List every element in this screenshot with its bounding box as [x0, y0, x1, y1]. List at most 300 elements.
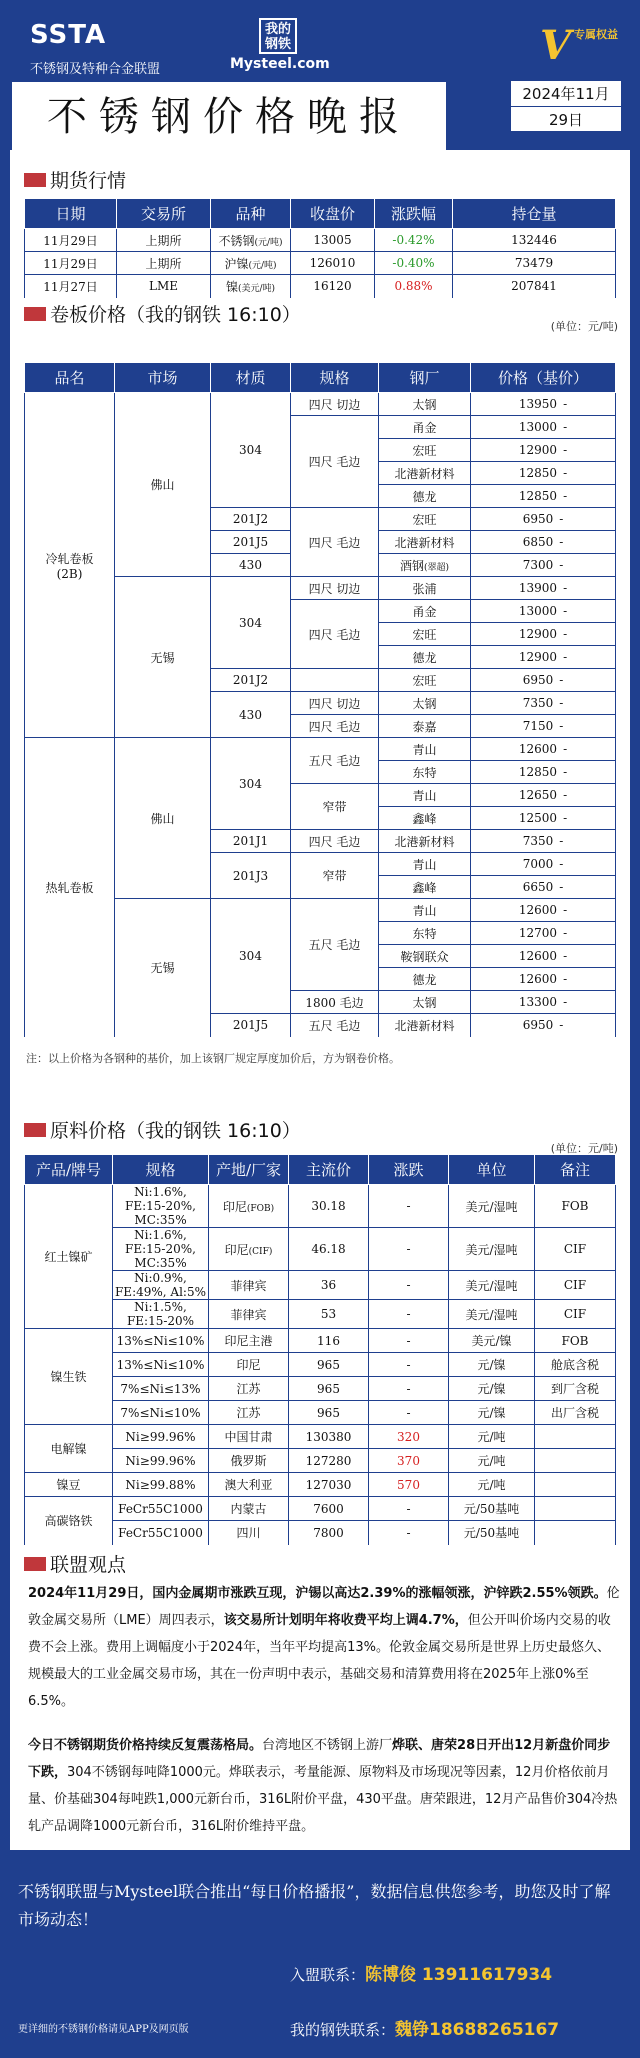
- raw-origin-name: 中国甘肃: [224, 1430, 273, 1444]
- price-value: 12850: [518, 765, 558, 779]
- coil-footnote: 注：以上价格为各钢种的基价，加上该钢厂规定厚度加价后，方为钢卷价格。: [26, 1052, 400, 1065]
- raw-row: [25, 1271, 616, 1300]
- raw-product: 高碳铬铁: [25, 1497, 113, 1545]
- product-name-text: 热轧卷板: [45, 880, 94, 895]
- raw-change: -: [369, 1401, 449, 1425]
- mill-name: 北港新材料: [394, 535, 455, 550]
- price-change: -: [559, 673, 564, 687]
- price-change: -: [559, 1018, 564, 1033]
- date-day: 29日: [548, 111, 584, 129]
- raw-spec: 7%≤Ni≤10%: [113, 1401, 209, 1425]
- market-cell: 无锡: [115, 899, 211, 1037]
- raw-origin: [209, 1271, 289, 1300]
- mill-cell: [379, 669, 471, 692]
- raw-change: 570: [369, 1473, 449, 1497]
- raw-note: 出厂含税: [535, 1401, 616, 1425]
- raw-price: 965: [289, 1353, 369, 1377]
- brand-subtitle: 不锈钢及特种合金联盟: [30, 62, 161, 77]
- price-value: 12900: [518, 650, 558, 664]
- raw-change: -: [369, 1185, 449, 1228]
- price-value: 7000: [522, 857, 554, 871]
- grade-cell: 304: [211, 393, 291, 508]
- price-change: -: [563, 811, 568, 825]
- raw-unit-note: (单位：元/吨): [550, 1142, 618, 1155]
- vip-icon: V: [540, 22, 572, 69]
- mill-cell: [379, 761, 471, 784]
- futures-header: 收盘价: [291, 199, 375, 229]
- price-cell: [471, 784, 616, 807]
- variety-unit: (元/吨): [254, 237, 283, 248]
- futures-row: [25, 275, 616, 298]
- price-value: 7150: [522, 719, 554, 733]
- raw-unit: 美元/湿吨: [449, 1271, 535, 1300]
- price-cell: [471, 600, 616, 623]
- price-change: -: [559, 558, 564, 572]
- raw-price: 965: [289, 1401, 369, 1425]
- price-cell: [471, 485, 616, 508]
- raw-row: [25, 1449, 616, 1473]
- coil-row: [25, 738, 616, 761]
- mill-name: 青山: [412, 857, 437, 872]
- market-cell: 佛山: [115, 393, 211, 577]
- raw-row: [25, 1300, 616, 1329]
- spec-cell: 四尺 毛边: [291, 830, 379, 853]
- mill-name: 德龙: [412, 972, 437, 987]
- price-change: -: [559, 719, 564, 733]
- spec-cell: 五尺 毛边: [291, 899, 379, 991]
- report-title: 不锈钢价格晚报: [47, 94, 411, 140]
- price-change: -: [563, 650, 568, 664]
- raw-change: -: [369, 1377, 449, 1401]
- raw-header: 主流价: [289, 1155, 369, 1185]
- raw-change: -: [369, 1521, 449, 1545]
- price-value: 13300: [518, 995, 558, 1009]
- futures-open-interest: 207841: [453, 275, 616, 298]
- raw-change: -: [369, 1228, 449, 1271]
- raw-origin-name: 印尼: [222, 1199, 247, 1214]
- price-cell: [471, 738, 616, 761]
- futures-variety: [211, 275, 291, 298]
- futures-close: 13005: [291, 229, 375, 252]
- price-cell: [471, 508, 616, 531]
- market-cell: 佛山: [115, 738, 211, 899]
- raw-header: 产地/厂家: [209, 1155, 289, 1185]
- price-cell: [471, 577, 616, 600]
- coil-header: 品名: [25, 363, 115, 393]
- futures-exchange: 上期所: [117, 252, 211, 275]
- raw-row: [25, 1401, 616, 1425]
- raw-note: 到厂含税: [535, 1377, 616, 1401]
- raw-price: 36: [289, 1271, 369, 1300]
- raw-unit: 美元/镍: [449, 1329, 535, 1353]
- mill-cell: [379, 554, 471, 577]
- price-cell: [471, 393, 616, 416]
- price-cell: [471, 968, 616, 991]
- price-value: 13000: [518, 604, 558, 618]
- raw-row: [25, 1425, 616, 1449]
- price-change: -: [559, 857, 564, 871]
- mill-cell: [379, 577, 471, 600]
- price-change: -: [559, 696, 564, 710]
- raw-origin: [209, 1329, 289, 1353]
- raw-change: 320: [369, 1425, 449, 1449]
- product-name-sub: (2B): [56, 566, 83, 581]
- mill-cell: [379, 531, 471, 554]
- futures-close: 16120: [291, 275, 375, 298]
- price-change: -: [563, 765, 568, 779]
- raw-price: 7600: [289, 1497, 369, 1521]
- futures-change: 0.88%: [375, 275, 453, 298]
- raw-origin-name: 菲律宾: [230, 1278, 267, 1293]
- raw-price: 46.18: [289, 1228, 369, 1271]
- raw-unit: 元/50基吨: [449, 1497, 535, 1521]
- raw-unit: 元/吨: [449, 1425, 535, 1449]
- mill-cell: [379, 393, 471, 416]
- variety-name: 不锈钢: [218, 233, 255, 248]
- raw-origin: [209, 1377, 289, 1401]
- price-change: -: [563, 420, 568, 434]
- grade-cell: 304: [211, 577, 291, 669]
- raw-unit: 元/50基吨: [449, 1521, 535, 1545]
- futures-date: 11月27日: [25, 275, 117, 298]
- futures-header: 交易所: [117, 199, 211, 229]
- join-contact: [290, 1960, 552, 1985]
- raw-table: [24, 1154, 616, 1545]
- mill-name: 太钢: [412, 397, 437, 412]
- raw-origin: [209, 1300, 289, 1329]
- price-cell: [471, 416, 616, 439]
- price-change: -: [563, 397, 568, 411]
- mill-cell: [379, 646, 471, 669]
- raw-spec: Ni:1.6%, FE:15-20%, MC:35%: [113, 1228, 209, 1271]
- product-name: [25, 738, 115, 1037]
- raw-product: 镍生铁: [25, 1329, 113, 1425]
- variety-unit: (元/吨): [248, 260, 277, 271]
- mill-cell: [379, 830, 471, 853]
- futures-date: 11月29日: [25, 229, 117, 252]
- mill-cell: [379, 1014, 471, 1037]
- raw-product: 电解镍: [25, 1425, 113, 1473]
- raw-note: FOB: [535, 1329, 616, 1353]
- spec-cell: 四尺 毛边: [291, 508, 379, 577]
- raw-note: [535, 1521, 616, 1545]
- vip-label: 专属权益: [574, 28, 618, 41]
- mill-cell: [379, 623, 471, 646]
- raw-origin: [209, 1185, 289, 1228]
- grade-cell: 201J3: [211, 853, 291, 899]
- raw-spec: 13%≤Ni≤10%: [113, 1329, 209, 1353]
- mill-cell: [379, 853, 471, 876]
- grade-cell: 201J1: [211, 830, 291, 853]
- raw-price: 30.18: [289, 1185, 369, 1228]
- coil-header: 价格（基价）: [471, 363, 616, 393]
- raw-spec: Ni:0.9%, FE:49%, Al:5%: [113, 1271, 209, 1300]
- mill-name: 甬金: [412, 420, 437, 435]
- view-p2-text: 台湾地区不锈钢上游厂: [262, 1738, 393, 1753]
- price-value: 12700: [518, 926, 558, 940]
- mill-name: 宏旺: [412, 443, 437, 458]
- futures-header: 涨跌幅: [375, 199, 453, 229]
- price-value: 6850: [522, 535, 554, 549]
- grade-cell: 430: [211, 692, 291, 738]
- price-cell: [471, 922, 616, 945]
- raw-unit: 元/吨: [449, 1449, 535, 1473]
- raw-price: 965: [289, 1377, 369, 1401]
- price-value: 6950: [522, 1018, 554, 1033]
- coil-table: [24, 362, 616, 1037]
- price-value: 12900: [518, 443, 558, 457]
- price-value: 12850: [518, 489, 558, 503]
- price-value: 12900: [518, 627, 558, 641]
- futures-table: [24, 198, 616, 298]
- futures-date: 11月29日: [25, 252, 117, 275]
- raw-origin: [209, 1473, 289, 1497]
- raw-spec: Ni:1.5%, FE:15-20%: [113, 1300, 209, 1329]
- price-value: 7350: [522, 696, 554, 710]
- raw-note: CIF: [535, 1271, 616, 1300]
- price-cell: [471, 715, 616, 738]
- view-p1-bold2: 该交易所计划明年将收费平均上调4.7%，: [223, 1613, 468, 1628]
- coil-section-heading: [24, 300, 301, 327]
- raw-price: 127030: [289, 1473, 369, 1497]
- price-value: 7350: [522, 834, 554, 848]
- price-change: -: [563, 742, 568, 756]
- variety-unit: (美元/吨): [237, 283, 276, 294]
- price-cell: [471, 761, 616, 784]
- price-change: -: [563, 972, 568, 986]
- price-value: 13000: [518, 420, 558, 434]
- section-marker-icon: [24, 1557, 46, 1571]
- price-change: -: [559, 880, 564, 894]
- raw-spec: FeCr55C1000: [113, 1521, 209, 1545]
- futures-change: -0.40%: [375, 252, 453, 275]
- raw-origin-note: (FOB): [246, 1203, 275, 1214]
- view-p1-bold: 2024年11月29日，国内金属期市涨跌互现，沪锡以高达2.39%的涨幅领涨，沪锌跌2.55%领跌。: [28, 1586, 607, 1601]
- raw-header: 单位: [449, 1155, 535, 1185]
- spec-cell: 窄带: [291, 853, 379, 899]
- raw-row: [25, 1185, 616, 1228]
- mill-name: 德龙: [412, 489, 437, 504]
- grade-cell: 304: [211, 899, 291, 1014]
- section-marker-icon: [24, 1123, 46, 1137]
- mill-name: 青山: [412, 788, 437, 803]
- mill-name: 宏旺: [412, 673, 437, 688]
- price-cell: [471, 807, 616, 830]
- spec-cell: 四尺 切边: [291, 577, 379, 600]
- raw-header: 备注: [535, 1155, 616, 1185]
- grade-cell: 201J2: [211, 508, 291, 531]
- price-cell: [471, 853, 616, 876]
- raw-origin-name: 菲律宾: [230, 1307, 267, 1322]
- price-value: 12600: [518, 949, 558, 963]
- spec-cell: 五尺 毛边: [291, 738, 379, 784]
- mill-name: 宏旺: [412, 627, 437, 642]
- spec-cell: 四尺 毛边: [291, 715, 379, 738]
- futures-exchange: LME: [117, 275, 211, 298]
- spec-cell: [291, 669, 379, 692]
- raw-spec: Ni≥99.88%: [113, 1473, 209, 1497]
- mysteel-label: 我的钢铁联系：: [290, 2021, 396, 2039]
- coil-header: 材质: [211, 363, 291, 393]
- price-value: 7300: [522, 558, 554, 572]
- variety-name: 镍: [225, 279, 238, 294]
- view-p2-bold2: 烨联、唐荣28日开出12月新盘价同步下跌，: [28, 1738, 611, 1780]
- footer-slogan: 不锈钢联盟与Mysteel联合推出“每日价格播报”，数据信息供您参考，助您及时了解市场动态！: [18, 1882, 611, 1929]
- price-cell: [471, 439, 616, 462]
- price-cell: [471, 646, 616, 669]
- mill-cell: [379, 462, 471, 485]
- raw-header: 涨跌: [369, 1155, 449, 1185]
- futures-row: [25, 229, 616, 252]
- raw-header: 产品/牌号: [25, 1155, 113, 1185]
- section-marker-icon: [24, 173, 46, 187]
- product-name: [25, 393, 115, 738]
- mill-name: 德龙: [412, 650, 437, 665]
- raw-row: [25, 1377, 616, 1401]
- price-change: -: [563, 949, 568, 963]
- view-paragraph-2: [28, 1732, 620, 1840]
- raw-section-title: 原料价格（我的钢铁 16:10）: [50, 1120, 301, 1142]
- mill-name: 东特: [412, 926, 437, 941]
- raw-row: [25, 1497, 616, 1521]
- raw-origin-name: 内蒙古: [230, 1502, 267, 1516]
- price-value: 6950: [522, 673, 554, 687]
- raw-unit: 元/镍: [449, 1353, 535, 1377]
- grade-cell: 304: [211, 738, 291, 830]
- content-panel: [10, 150, 630, 1850]
- spec-cell: 四尺 毛边: [291, 416, 379, 508]
- price-change: -: [563, 466, 568, 480]
- price-cell: [471, 692, 616, 715]
- mill-name: 东特: [412, 765, 437, 780]
- market-cell: 无锡: [115, 577, 211, 738]
- mill-name: 太钢: [412, 696, 437, 711]
- futures-change: -0.42%: [375, 229, 453, 252]
- grade-cell: 201J2: [211, 669, 291, 692]
- raw-origin: [209, 1401, 289, 1425]
- futures-header: 日期: [25, 199, 117, 229]
- raw-note: [535, 1449, 616, 1473]
- raw-row: [25, 1228, 616, 1271]
- mill-cell: [379, 715, 471, 738]
- price-cell: [471, 669, 616, 692]
- mill-name: 鑫峰: [412, 811, 437, 826]
- raw-price: 7800: [289, 1521, 369, 1545]
- coil-unit-note: (单位：元/吨): [550, 320, 618, 333]
- mill-cell: [379, 991, 471, 1014]
- coil-header: 钢厂: [379, 363, 471, 393]
- view-section-title: 联盟观点: [50, 1554, 127, 1576]
- raw-spec: Ni≥99.96%: [113, 1425, 209, 1449]
- price-change: -: [563, 788, 568, 802]
- view-p2-text2: 304不锈钢每吨降1000元。烨联表示，考量能源、原物料及市场现况等因素，12月价格依前月量、价基础304每吨跌1,000元新台币，316L附价平盘，430平盘。唐荣跟进，12月产品售价304冷热轧产品调降1000元新台币，316L附价维持平盘。: [28, 1765, 618, 1834]
- price-change: -: [563, 489, 568, 503]
- price-cell: [471, 830, 616, 853]
- raw-origin-name: 江苏: [236, 1406, 261, 1420]
- mill-cell: [379, 508, 471, 531]
- raw-unit: 元/镍: [449, 1377, 535, 1401]
- grade-cell: 201J5: [211, 1014, 291, 1037]
- raw-note: [535, 1425, 616, 1449]
- mill-name: 青山: [412, 742, 437, 757]
- price-change: -: [559, 834, 564, 848]
- price-change: -: [563, 581, 568, 595]
- mill-cell: [379, 968, 471, 991]
- futures-exchange: 上期所: [117, 229, 211, 252]
- coil-section-title: 卷板价格（我的钢铁 16:10）: [50, 304, 301, 326]
- raw-origin-name: 江苏: [236, 1382, 261, 1396]
- futures-header: 持仓量: [453, 199, 616, 229]
- footer: [0, 1850, 640, 2058]
- raw-change: -: [369, 1300, 449, 1329]
- price-cell: [471, 531, 616, 554]
- futures-open-interest: 73479: [453, 252, 616, 275]
- spec-cell: 四尺 切边: [291, 692, 379, 715]
- mysteel-phone: 魏铮18688265167: [395, 2020, 560, 2040]
- variety-name: 沪镍: [224, 256, 249, 271]
- date-box: [510, 80, 622, 132]
- raw-origin: [209, 1449, 289, 1473]
- raw-spec: 7%≤Ni≤13%: [113, 1377, 209, 1401]
- mill-cell: [379, 807, 471, 830]
- raw-origin-note: (CIF): [248, 1246, 273, 1257]
- price-change: -: [563, 995, 568, 1009]
- date-year-month: 2024年11月: [511, 81, 621, 107]
- price-value: 12500: [518, 811, 558, 825]
- mill-name: 甬金: [412, 604, 437, 619]
- mill-cell: [379, 876, 471, 899]
- price-value: 13900: [518, 581, 558, 595]
- view-paragraph-1: [28, 1580, 620, 1715]
- raw-unit: 元/镍: [449, 1401, 535, 1425]
- futures-row: [25, 252, 616, 275]
- mill-cell: [379, 922, 471, 945]
- raw-origin-name: 俄罗斯: [230, 1454, 267, 1468]
- raw-note: [535, 1473, 616, 1497]
- coil-header: 市场: [115, 363, 211, 393]
- futures-header: 品种: [211, 199, 291, 229]
- grade-cell: 430: [211, 554, 291, 577]
- raw-origin-name: 印尼: [224, 1242, 249, 1257]
- raw-unit: 美元/湿吨: [449, 1228, 535, 1271]
- mill-name: 鞍钢联众: [400, 949, 449, 964]
- view-p1-text: 伦敦金属交易所（LME）周四表示，: [28, 1586, 620, 1628]
- raw-row: [25, 1353, 616, 1377]
- raw-origin: [209, 1497, 289, 1521]
- price-change: -: [559, 512, 564, 526]
- raw-row: [25, 1473, 616, 1497]
- view-p2-bold: 今日不锈钢期货价格持续反复震荡格局。: [28, 1738, 263, 1753]
- raw-origin: [209, 1353, 289, 1377]
- price-cell: [471, 945, 616, 968]
- mill-name: 泰嘉: [412, 719, 437, 734]
- report-title-box: [12, 82, 446, 150]
- raw-unit: 美元/湿吨: [449, 1300, 535, 1329]
- futures-section-heading: [24, 166, 126, 193]
- mill-name: 宏旺: [412, 512, 437, 527]
- mill-cell: [379, 899, 471, 922]
- raw-row: [25, 1329, 616, 1353]
- mill-cell: [379, 439, 471, 462]
- price-change: -: [563, 604, 568, 618]
- spec-cell: 四尺 毛边: [291, 600, 379, 669]
- mill-cell: [379, 945, 471, 968]
- mill-name: 太钢: [412, 995, 437, 1010]
- price-cell: [471, 623, 616, 646]
- price-value: 12600: [518, 742, 558, 756]
- price-change: -: [563, 926, 568, 940]
- raw-product: 镍豆: [25, 1473, 113, 1497]
